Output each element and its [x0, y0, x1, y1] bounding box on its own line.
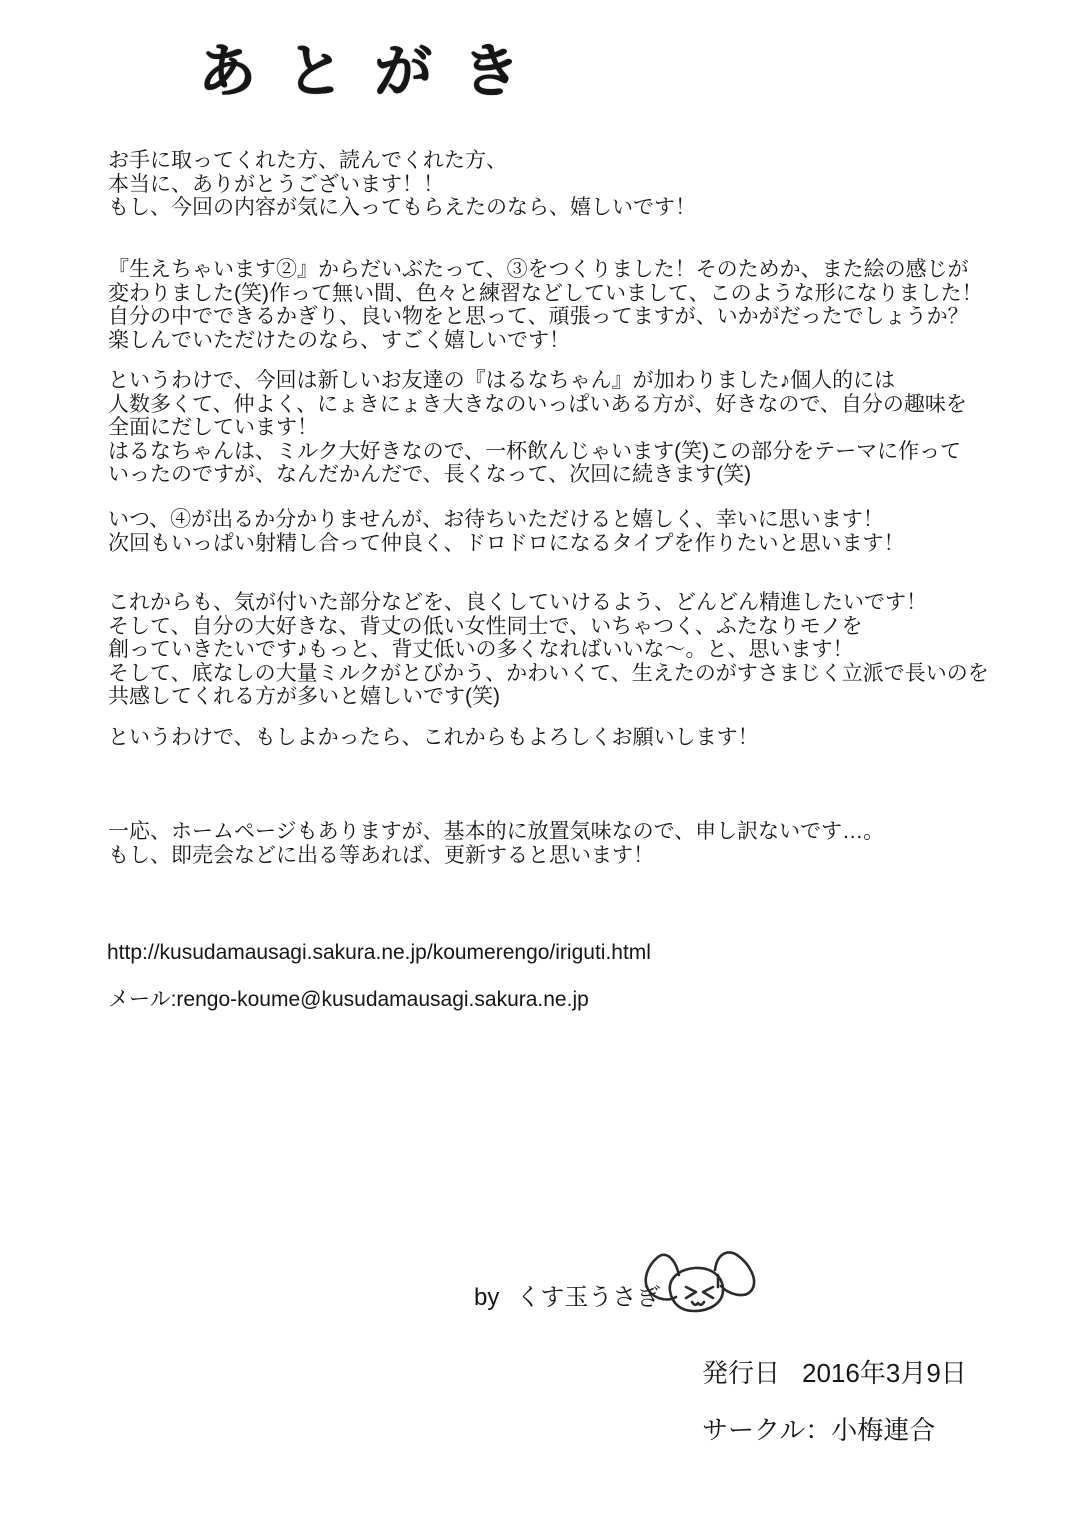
text-line: はるなちゃんは、ミルク大好きなので、一杯飲んじゃいます(笑)この部分をテーマに作って: [108, 439, 962, 463]
publish-date-value: 2016年3月9日: [802, 1358, 967, 1388]
text-line: 全面にだしています！: [108, 416, 318, 439]
afterword-paragraph-4: [108, 508, 905, 555]
publish-date-line: [702, 1353, 967, 1390]
text-line: 共感してくれる方が多いと嬉しいです(笑): [108, 685, 500, 708]
text-line: 自分の中でできるかぎり、良い物をと思って、頑張ってますが、いかがだったでしょうか？: [108, 305, 969, 328]
text-line: もし、即売会などに出る等あれば、更新すると思います！: [108, 843, 654, 867]
text-line: というわけで、もしよかったら、これからもよろしくお願いします！: [108, 726, 759, 749]
text-line: 一応、ホームページもありますが、基本的に放置気味なので、申し訳ないです…。: [108, 820, 885, 843]
text-line: いったのですが、なんだかんだで、長くなって、次回に続きます(笑): [108, 463, 752, 486]
afterword-paragraph-6: [108, 726, 759, 750]
circle-name-line: サークル：小梅連合: [702, 1415, 936, 1445]
homepage-url: http://kusudamausagi.sakura.ne.jp/koumerengo/iriguti.html: [107, 941, 651, 964]
text-line: というわけで、今回は新しいお友達の『はるなちゃん』が加わりました♪個人的には: [108, 369, 896, 392]
publish-date-label: 発行日: [702, 1358, 781, 1388]
afterword-paragraph-2: [108, 258, 983, 352]
text-line: そして、自分の大好きな、背丈の低い女性同士で、いちゃつく、ふたなりモノを: [108, 614, 863, 638]
text-line: 楽しんでいただけたのなら、すごく嬉しいです！: [108, 328, 570, 352]
text-line: お手に取ってくれた方、読んでくれた方、: [108, 149, 507, 172]
author-name: くす玉うさぎ: [516, 1284, 661, 1311]
text-line: 『生えちゃいます②』からだいぶたって、③をつくりました！そのためか、また絵の感じが: [108, 258, 969, 281]
page-title: あとがき: [198, 39, 551, 104]
text-line: 変わりました(笑)作って無い間、色々と練習などしていまして、このような形になりました！: [108, 281, 983, 305]
text-line: 次回もいっぱい射精し合って仲良く、ドロドロになるタイプを作りたいと思います！: [108, 531, 905, 555]
text-line: 創っていきたいです♪もっと、背丈低いの多くなればいいな～。と、思います！: [108, 638, 854, 661]
rabbit-doodle-icon: [636, 1246, 768, 1329]
text-line: もし、今回の内容が気に入ってもらえたのなら、嬉しいです！: [108, 196, 696, 219]
byline-prefix: by: [474, 1284, 500, 1311]
afterword-paragraph-1: [108, 149, 696, 220]
email-address: メール:rengo-koume@kusudamausagi.sakura.ne.jp: [108, 988, 589, 1011]
text-line: 人数多くて、仲よく、にょきにょき大きなのいっぱいある方が、好きなので、自分の趣味を: [108, 392, 967, 416]
afterword-paragraph-3: [108, 369, 967, 487]
byline: [474, 1277, 660, 1312]
text-line: そして、底なしの大量ミルクがとびかう、かわいくて、生えたのがすさまじく立派で長いのを: [108, 661, 989, 685]
text-line: これからも、気が付いた部分などを、良くしていけるよう、どんどん精進したいです！: [108, 591, 927, 614]
afterword-paragraph-5: [108, 591, 989, 709]
text-line: いつ、④が出るか分かりませんが、お待ちいただけると嬉しく、幸いに思います！: [108, 508, 884, 531]
afterword-paragraph-7: [108, 820, 884, 867]
text-line: 本当に、ありがとうございます！！: [108, 172, 444, 196]
